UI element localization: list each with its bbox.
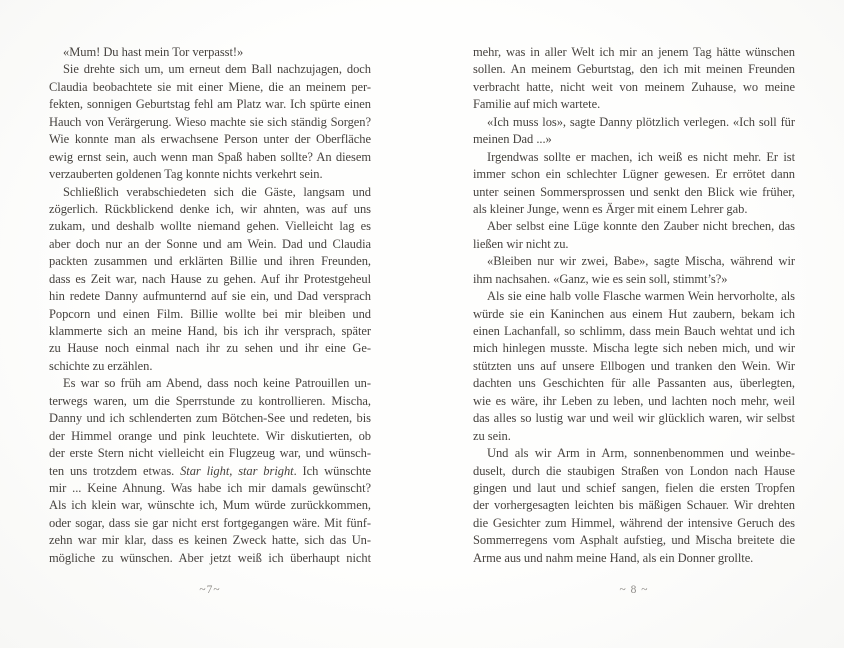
text-line [49, 323, 371, 340]
text-segment: dass es Zeit war, nach Hause zu gehen. Auf ihr Protestgeheul [49, 271, 371, 286]
text-segment: gingen und laut und schief sangen, fielen die ersten Tropfen [473, 480, 795, 495]
text-line [473, 340, 795, 357]
page-right-text [473, 44, 795, 567]
text-line [473, 480, 795, 497]
text-segment: «Ich muss los», sagte Danny plötzlich verlegen. «Ich soll für [487, 114, 795, 129]
text-line [473, 306, 795, 323]
paragraph [49, 61, 371, 183]
text-segment: Claudia beobachtete sie mit einer Miene, die an meinem per- [49, 79, 371, 94]
text-line [473, 44, 795, 61]
text-line [473, 323, 795, 340]
text-line [49, 149, 371, 166]
text-line [49, 201, 371, 218]
text-line [473, 358, 795, 375]
text-segment: Familie auf mich wartete. [473, 97, 601, 112]
text-segment: zögerlich. Rückblickend denke ich, wir ahnten, was auf uns [49, 201, 371, 216]
text-segment: das alles so lustig war und weil wir glücklich waren, wir selbst [473, 411, 795, 426]
text-line [49, 375, 371, 392]
paragraph [49, 44, 371, 61]
text-segment: Hauch von Verärgerung. Wieso machte sie sich ständig Sorgen? [49, 114, 371, 129]
page-number-right: ~ 8 ~ [619, 584, 649, 596]
text-segment: Es war so früh am Abend, dass noch keine Patrouillen un- [63, 376, 371, 391]
text-line [473, 218, 795, 235]
text-line [49, 393, 371, 410]
text-segment: Wie konnte man als erwachsene Person unter der Oberfläche [49, 132, 371, 147]
text-line [473, 79, 795, 96]
text-line [473, 410, 795, 427]
text-segment: klammerte sich an meine Hand, bis ich ihr versprach, später [49, 324, 371, 338]
text-line [49, 550, 371, 567]
text-segment: als kleiner Junge, wenn es Ärger mit einem Lehrer gab. [473, 201, 748, 216]
text-line [473, 288, 795, 305]
paragraph [49, 184, 371, 376]
text-segment: ließen wir nicht zu. [473, 236, 569, 251]
text-line [49, 288, 371, 305]
paragraph [473, 218, 795, 253]
text-segment: ten uns trotzdem etwas. [49, 463, 181, 478]
text-segment: würde sie ein Kaninchen aus einem Hut zaubern, bekam ich [473, 306, 795, 321]
paragraph [473, 253, 795, 288]
text-line [49, 497, 371, 514]
text-segment: zu Hause noch einmal nach ihr zu sehen und ihr eine Ge- [49, 341, 371, 356]
text-line [473, 253, 795, 270]
paragraph [473, 149, 795, 219]
text-line [49, 114, 371, 131]
text-segment: Popcorn und einen Film. Billie wollte bei mir bleiben und [49, 306, 371, 321]
text-line [49, 515, 371, 532]
text-line [473, 463, 795, 480]
text-segment: mehr, was in aller Welt ich mir an jenem Tag hätte wünschen [473, 45, 795, 59]
paragraph [473, 114, 795, 149]
text-segment: zukam, und deshalb wollte niemand gehen. Vielleicht lag es [49, 219, 371, 234]
text-segment: stützten uns auf unsere Ellbogen und tranken den Wein. Wir [473, 358, 795, 373]
text-segment: zu sein. [473, 428, 511, 443]
text-segment: zehn war mir klar, dass es keinen Zweck hatte, sich das Un- [49, 533, 371, 548]
text-line [49, 253, 371, 270]
text-line [473, 114, 795, 131]
text-line [473, 445, 795, 462]
text-segment: verzauberten goldenen Tag konnte nichts verkehrt sein. [49, 167, 323, 182]
text-line [49, 79, 371, 96]
text-line [49, 184, 371, 201]
text-segment: einen Lachanfall, so schlimm, dass mein Bauch wehtat und ich [473, 324, 795, 338]
text-segment: mögliche zu wünschen. Aber jetzt weiß ich überhaupt nicht [49, 550, 371, 565]
text-segment: . Ich wünschte [293, 463, 371, 478]
text-segment: schichte zu erzählen. [49, 358, 153, 373]
text-line [49, 271, 371, 288]
page-left-text [49, 44, 371, 567]
text-line [473, 550, 795, 567]
text-segment: packten zusammen und erklärten Billie und ihren Freunden, [49, 254, 371, 269]
text-line [473, 393, 795, 410]
text-segment: immer schon ein schlechter Lügner gewesen. Er errötet dann [473, 167, 795, 182]
text-line [49, 61, 371, 78]
text-segment: verbracht hatte, nicht weit von meinem Zuhause, wo meine [473, 79, 795, 94]
text-segment: sollen. An meinem Geburtstag, den ich mit meinen Freunden [473, 62, 795, 77]
paragraph [473, 44, 795, 114]
text-line [49, 44, 371, 61]
text-segment: Und als wir Arm in Arm, sonnenbenommen und weinbe- [487, 446, 795, 461]
text-line [49, 340, 371, 357]
text-segment: Als ich klein war, wünschte ich, Mum würde zurückkommen, [49, 498, 371, 513]
text-line [473, 532, 795, 549]
text-line [473, 428, 795, 445]
text-line [473, 375, 795, 392]
text-segment: Sommerregens vom Asphalt aufstieg, und Mischa breitete die [473, 533, 795, 548]
text-segment: Sie drehte sich um, um erneut dem Ball nachzujagen, doch [63, 62, 371, 77]
text-segment: ewig ernst sein, auch wenn man Spaß haben sollte? An diesem [49, 149, 371, 164]
text-segment: aber doch nur an der Sonne und am Wein. Dad und Claudia [49, 236, 371, 251]
text-segment: fekten, sonnigen Geburtstag fehl am Platz war. Ich spürte einen [49, 97, 371, 112]
text-segment: terwegs waren, um die Sperrstunde zu kontrollieren. Mischa, [49, 393, 371, 408]
text-line [473, 149, 795, 166]
text-segment: duselt, durch die staubigen Straßen von London nach Hause [473, 463, 795, 478]
text-line [49, 358, 371, 375]
text-line [49, 445, 371, 462]
text-segment: wie es wäre, ihr Leben zu leben, und lachten noch mehr, weil [473, 393, 795, 408]
text-segment: mich hinlegen musste. Mischa legte sich neben mich, und wir [473, 341, 795, 356]
text-line [473, 96, 795, 113]
text-segment: Arme aus und nahm meine Hand, als ein Donner grollte. [473, 550, 754, 565]
text-line [473, 271, 795, 288]
text-line [473, 131, 795, 148]
text-segment: der Himmel orange und pink leuchtete. Wir diskutierten, ob [49, 428, 371, 443]
text-line [49, 463, 371, 480]
text-segment: Aber selbst eine Lüge konnte den Zauber nicht brechen, das [487, 219, 795, 234]
text-segment: Als sie eine halb volle Flasche warmen Wein hervorholte, als [487, 289, 795, 304]
text-line [49, 428, 371, 445]
text-segment: meinen Dad ...» [473, 132, 552, 147]
page-number-left: ~7~ [199, 584, 221, 596]
text-segment: Irgendwas sollte er machen, ich weiß es nicht mehr. Er ist [487, 149, 795, 164]
paragraph [473, 445, 795, 567]
text-line [473, 236, 795, 253]
paragraph [49, 375, 371, 567]
text-line [49, 218, 371, 235]
text-line [473, 515, 795, 532]
text-line [49, 96, 371, 113]
text-line [49, 236, 371, 253]
text-segment: dachten uns Geschichten für alle Passanten aus, überlegten, [473, 376, 795, 391]
text-line [49, 410, 371, 427]
text-segment: Schließlich verabschiedeten sich die Gäste, langsam und [63, 184, 371, 199]
text-line [49, 480, 371, 497]
paragraph [473, 288, 795, 445]
book-page-left [49, 44, 371, 624]
text-segment: der erste Stern nicht vielleicht ein Flugzeug war, und wünsch- [49, 446, 371, 461]
text-segment: oder sogar, dass sie gar nicht erst fortgegangen wäre. Mit fünf- [49, 515, 371, 530]
text-line [49, 166, 371, 183]
text-line [473, 497, 795, 514]
text-segment: «Mum! Du hast mein Tor verpasst!» [63, 45, 244, 59]
text-line [473, 61, 795, 78]
text-segment: die Gesichter zum Himmel, während der intensive Geruch des [473, 515, 795, 530]
text-segment: der vorhergesagten leichten bis mäßigen Schauer. Wir drehten [473, 498, 795, 513]
text-segment: «Bleiben nur wir zwei, Babe», sagte Mischa, während wir [487, 254, 795, 269]
text-line [49, 532, 371, 549]
text-line [473, 166, 795, 183]
text-line [49, 131, 371, 148]
text-segment: ihm nachsahen. «Ganz, wie es sein soll, stimmt’s?» [473, 271, 728, 286]
text-line [49, 306, 371, 323]
text-segment: hin redete Danny aufmunternd auf sie ein, und Dad versprach [49, 289, 371, 304]
book-page-right [473, 44, 795, 624]
text-segment: mir ... Keine Ahnung. Was habe ich mir damals gewünscht? [49, 480, 371, 495]
text-segment: Danny und ich schlenderten zum Bötchen-See und redeten, bis [49, 411, 371, 426]
text-line [473, 184, 795, 201]
text-line [473, 201, 795, 218]
text-segment: unter seinen Sommersprossen und senkt den Blick wie früher, [473, 184, 795, 199]
italic-text-segment: Star light, star bright [180, 463, 294, 478]
